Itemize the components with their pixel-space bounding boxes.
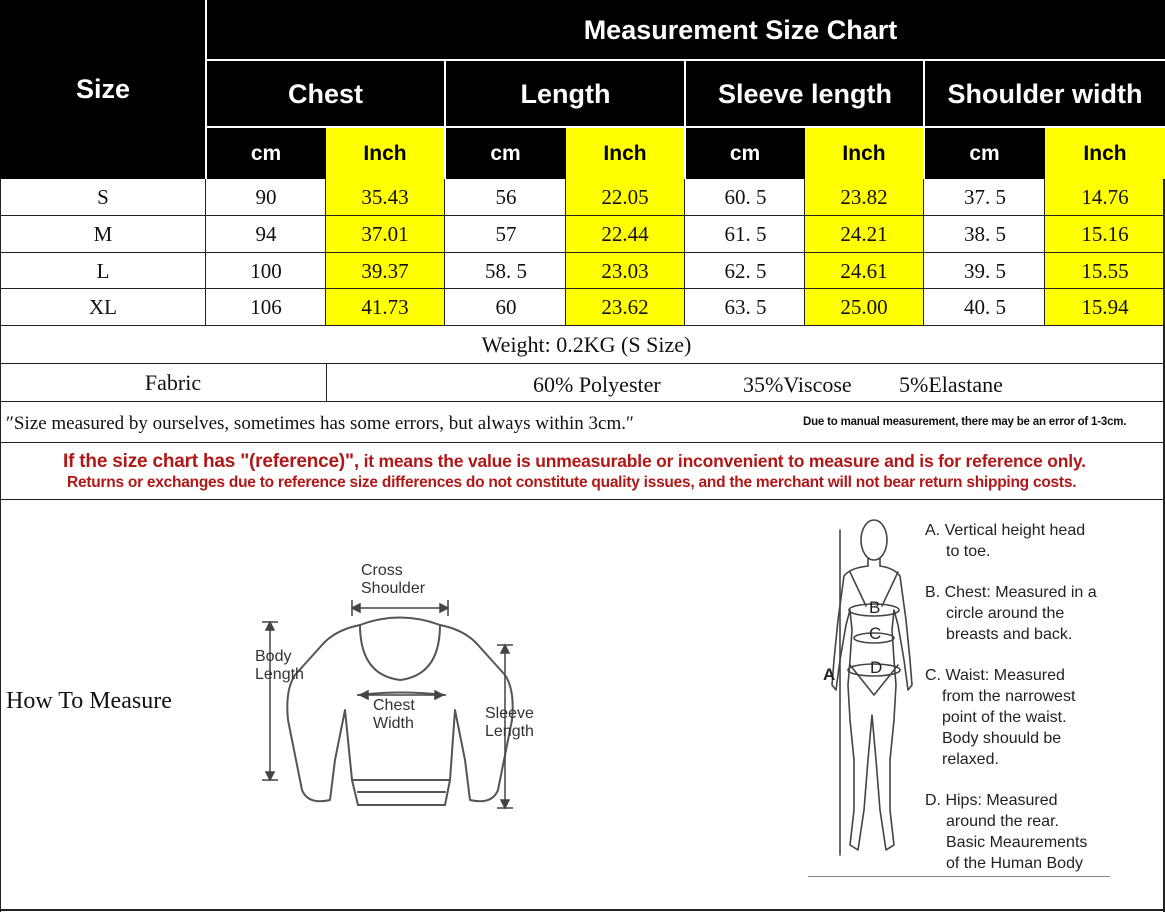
table-cell: 39. 5	[964, 258, 1006, 283]
table-cell: 60	[495, 295, 517, 319]
table-cell: 24.21	[840, 222, 888, 246]
table-cell: 94	[255, 222, 277, 246]
reference-note-highlight: If the size chart has "(reference)",	[63, 451, 359, 472]
group-chest: Chest	[287, 78, 363, 109]
table-cell: 15.55	[1081, 258, 1129, 283]
reference-note-rest: it means the value is unmeasurable or inconvenient to measure and is for reference only.	[358, 451, 1086, 471]
table-cell: 24.61	[840, 258, 888, 283]
unit-shoulder-cm: cm	[969, 141, 1000, 165]
table-cell: 58. 5	[485, 258, 527, 283]
reference-note-line1	[63, 451, 1086, 473]
label-cross-shoulder: Cross	[361, 562, 403, 579]
instruction-line: from the narrowest	[942, 688, 1076, 705]
table-cell: 39.37	[361, 258, 409, 283]
table-row-size: M	[93, 222, 113, 246]
reference-note-line2: Returns or exchanges due to reference size differences do not constitute quality issues, and the merchant will not bear return shipping costs.	[67, 474, 1077, 491]
table-cell: 38. 5	[964, 222, 1006, 246]
fabric-label: Fabric	[144, 369, 202, 395]
measure-instruction-a	[925, 520, 1085, 562]
label-cross-shoulder: Shoulder	[361, 580, 426, 597]
table-cell: 61. 5	[724, 222, 767, 246]
table-cell: 37.01	[361, 222, 409, 246]
table-cell: 57	[495, 222, 517, 246]
instruction-line: circle around the	[946, 605, 1065, 622]
label-sleeve-length: Length	[485, 723, 534, 740]
instruction-line: A. Vertical height head	[925, 522, 1086, 539]
table-cell: 15.16	[1081, 222, 1129, 246]
table-cell: 37. 5	[964, 185, 1006, 209]
table-cell: 40. 5	[964, 295, 1006, 319]
instruction-line: of the Human Body	[946, 855, 1083, 872]
table-row-size: L	[96, 258, 110, 283]
how-to-measure-label: How To Measure	[6, 688, 172, 714]
measurement-note-small: Due to manual measurement, there may be an error of 1-3cm.	[803, 416, 1127, 428]
table-cell: 14.76	[1081, 185, 1129, 209]
unit-length-cm: cm	[490, 141, 521, 165]
unit-sleeve-cm: cm	[729, 141, 761, 165]
table-cell: 56	[495, 185, 517, 209]
body-figure-diagram	[810, 510, 920, 880]
instruction-line: breasts and back.	[946, 626, 1073, 643]
table-cell: 41.73	[361, 295, 409, 319]
fabric-part: 35%Viscose	[743, 372, 852, 397]
table-cell: 23.03	[601, 258, 649, 283]
unit-length-inch: Inch	[566, 128, 684, 179]
instruction-line: C. Waist: Measured	[925, 667, 1065, 684]
chart-title: Measurement Size Chart	[583, 14, 898, 45]
unit-shoulder-inch: Inch	[1045, 128, 1165, 179]
body-letter-b: B	[869, 598, 881, 617]
table-cell: 23.82	[840, 185, 888, 209]
table-cell: 22.44	[601, 222, 649, 246]
measure-instruction-d	[925, 790, 1087, 874]
unit-sleeve-inch: Inch	[805, 128, 923, 179]
fabric-part: 5%Elastane	[899, 372, 1003, 397]
label-sleeve-length: Sleeve	[485, 705, 534, 722]
group-sleeve-length: Sleeve length	[717, 78, 893, 109]
instruction-line: B. Chest: Measured in a	[925, 584, 1097, 601]
table-cell: 22.05	[601, 185, 649, 209]
table-cell: 15.94	[1081, 295, 1129, 319]
instruction-line: D. Hips: Measured	[925, 792, 1058, 809]
measurement-note: ″Size measured by ourselves, sometimes has some errors, but always within 3cm.″	[6, 413, 634, 434]
table-cell: 23.62	[601, 295, 649, 319]
measure-instruction-b	[925, 582, 1097, 645]
size-header: Size	[75, 74, 131, 104]
instruction-line: Basic Meaurements	[946, 834, 1088, 851]
instruction-line: to toe.	[946, 543, 991, 560]
label-body-length: Length	[255, 666, 304, 683]
body-letter-d: D	[870, 658, 883, 677]
measure-instruction-c	[925, 665, 1075, 770]
table-cell: 63. 5	[724, 295, 767, 319]
instruction-line: point of the waist.	[942, 709, 1067, 726]
fabric-part: 60% Polyester	[533, 372, 661, 397]
group-shoulder-width: Shoulder width	[947, 78, 1143, 109]
body-letter-c: C	[869, 624, 882, 643]
table-cell: 106	[250, 295, 282, 319]
table-cell: 100	[250, 258, 282, 283]
unit-chest-cm: cm	[250, 141, 282, 165]
label-chest-width: Chest	[373, 697, 415, 714]
instruction-line: around the rear.	[946, 813, 1059, 830]
group-length: Length	[520, 78, 611, 109]
instruction-line: relaxed.	[942, 751, 999, 768]
table-cell: 90	[255, 185, 277, 209]
label-chest-width: Width	[373, 715, 414, 732]
label-body-length: Body	[255, 648, 292, 665]
table-cell: 25.00	[840, 295, 888, 319]
table-row-size: XL	[89, 295, 117, 319]
table-row-size: S	[97, 185, 109, 209]
weight-row: Weight: 0.2KG (S Size)	[481, 331, 692, 357]
body-letter-a: A	[823, 665, 836, 684]
instruction-line: Body shouuld be	[942, 730, 1062, 747]
table-cell: 60. 5	[724, 185, 767, 209]
table-cell: 62. 5	[724, 258, 767, 283]
table-cell: 35.43	[361, 185, 409, 209]
unit-chest-inch: Inch	[326, 128, 444, 179]
